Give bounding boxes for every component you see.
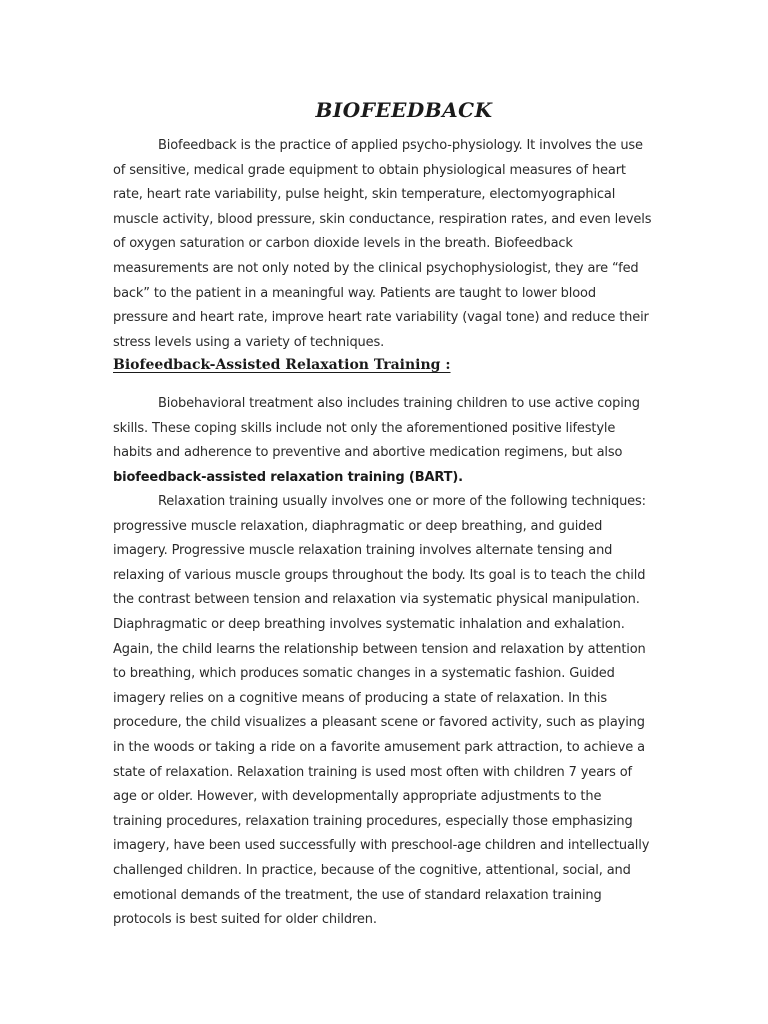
coping-skills-paragraph: [113, 392, 653, 490]
bart-bold-text: biofeedback-assisted relaxation training (BART).: [113, 469, 463, 485]
coping-skills-text: Biobehavioral treatment also includes training children to use active coping skills. These coping skills include not only the aforementioned positive lifestyle habits and adherence to preventive and abortive medication regimens, but also: [113, 396, 640, 461]
document-title: BIOFEEDBACK: [315, 98, 493, 122]
relaxation-training-text: Relaxation training usually involves one or more of the following techniques: progressive muscle relaxation, diaphragmatic or deep breathing, and guided imagery. Progressive muscle relaxation training involves alternate tensing and relaxing of various muscle groups throughout the body. Its goal is to teach the child the contrast between tension and relaxation via systematic physical manipulation. Diaphragmatic or deep breathing involves systematic inhalation and exhalation. Again, the child learns the relationship between tension and relaxation by attention to breathing, which produces somatic changes in a systematic fashion. Guided imagery relies on a cognitive means of producing a state of relaxation. In this procedure, the child visualizes a pleasant scene or favored activity, such as playing in the woods or taking a ride on a favorite amusement park attraction, to achieve a state of relaxation. Relaxation training is used most often with children 7 years of age or older. However, with developmentally appropriate adjustments to the training procedures, relaxation training procedures, especially those emphasizing imagery, have been used successfully with preschool-age children and intellectually challenged children. In practice, because of the cognitive, attentional, social, and emotional demands of the treatment, the use of standard relaxation training protocols is best suited for older children.: [113, 494, 650, 928]
section-heading: Biofeedback-Assisted Relaxation Training :: [113, 357, 451, 373]
relaxation-training-paragraph: [113, 490, 653, 933]
intro-paragraph: [113, 134, 653, 355]
intro-text: Biofeedback is the practice of applied psycho-physiology. It involves the use of sensitive, medical grade equipment to obtain physiological measures of heart rate, heart rate variability, pulse height, skin temperature, electomyographical muscle activity, blood pressure, skin conductance, respiration rates, and even levels of oxygen saturation or carbon dioxide levels in the breath. Biofeedback measurements are not only noted by the clinical psychophysiologist, they are “fed back” to the patient in a meaningful way. Patients are taught to lower blood pressure and heart rate, improve heart rate variability (vagal tone) and reduce their stress levels using a variety of techniques.: [113, 138, 652, 350]
